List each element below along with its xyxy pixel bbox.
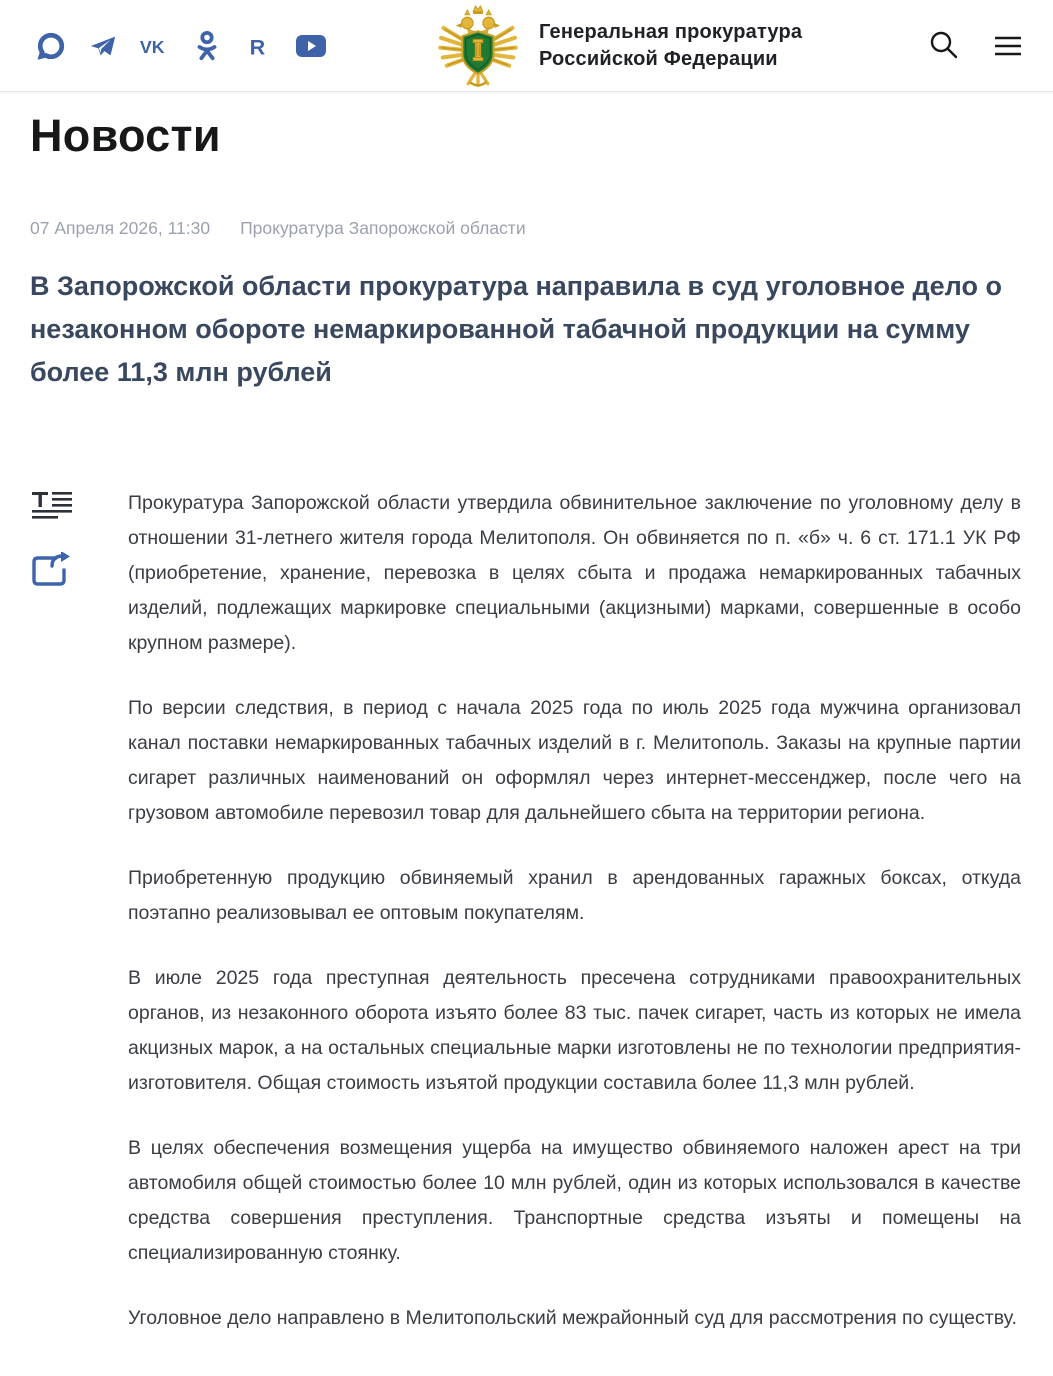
- search-icon[interactable]: [927, 29, 961, 63]
- article-paragraph: По версии следствия, в период с начала 2025 года по июль 2025 года мужчина организовал канал поставки немаркированных табачных изделий в г. Мелитополь. Заказы на крупные партии сигарет различных наименований он оформлял через интернет-мессенджер, после чего на грузовом автомобиле перевозил товар для дальнейшего сбыта на территории региона.: [128, 697, 1021, 824]
- main-content: [0, 92, 1053, 1376]
- youtube-icon[interactable]: [295, 30, 327, 62]
- odnoklassniki-icon[interactable]: [191, 30, 223, 62]
- article-text: [128, 486, 1021, 1336]
- article-body: [30, 486, 1021, 1336]
- header-actions: [927, 29, 1023, 63]
- article-tools: [30, 486, 128, 1336]
- share-icon[interactable]: [30, 552, 76, 592]
- prosecutor-emblem-icon: [437, 3, 519, 89]
- site-brand[interactable]: [437, 3, 802, 89]
- article-date: 07 Апреля 2026, 11:30: [30, 218, 211, 238]
- site-header: [0, 0, 1053, 92]
- text-size-icon[interactable]: [30, 490, 76, 530]
- social-links: [35, 30, 327, 62]
- article-source-link[interactable]: Прокуратура Запорожской области: [240, 218, 526, 238]
- article-headline: В Запорожской области прокуратура направила в суд уголовное дело о незаконном обороте немаркированной табачной продукции на сумму более 11,3 млн рублей: [30, 271, 1002, 387]
- article-paragraph: В целях обеспечения возмещения ущерба на имущество обвиняемого наложен арест на три автомобиля общей стоимостью более 10 млн рублей, один из которых использовался в качестве средства совершения преступления. Транспортные средства изъяты и помещены на специализированную стоянку.: [128, 1137, 1021, 1264]
- article-paragraph: В июле 2025 года преступная деятельность пресечена сотрудниками правоохранительных органов, из незаконного оборота изъято более 83 тыс. пачек сигарет, часть из которых не имела акцизных марок, а на остальных специальные марки изготовлены не по технологии предприятия-изготовителя. Общая стоимость изъятой продукции составила более 11,3 млн рублей.: [128, 967, 1021, 1094]
- page-title: Новости: [30, 110, 221, 161]
- site-title-line2: Российской Федерации: [539, 47, 778, 70]
- rutube-icon[interactable]: [243, 30, 275, 62]
- article-paragraph: Приобретенную продукцию обвиняемый хранил в арендованных гаражных боксах, откуда поэтапно реализовывал ее оптовым покупателям.: [128, 867, 1021, 924]
- telegram-icon[interactable]: [87, 30, 119, 62]
- site-title-line1: Генеральная прокуратура: [539, 20, 803, 43]
- svg-text:R: R: [249, 33, 266, 59]
- article-meta: [30, 218, 1021, 239]
- article-paragraph: Прокуратура Запорожской области утвердила обвинительное заключение по уголовному делу в отношении 31-летнего жителя города Мелитополя. Он обвиняется по п. «б» ч. 6 ст. 171.1 УК РФ (приобретение, хранение, перевозка в целях сбыта и продажа немаркированных табачных изделий, подлежащих маркировке специальными (акцизными) марками, совершенные в особо крупном размере).: [128, 492, 1021, 654]
- article-paragraph: Уголовное дело направлено в Мелитопольский межрайонный суд для рассмотрения по существу.: [128, 1307, 1017, 1329]
- site-title: [539, 19, 802, 73]
- messenger-chat-icon[interactable]: [35, 30, 67, 62]
- svg-text:VK: VK: [139, 36, 165, 57]
- vk-icon[interactable]: [139, 30, 171, 62]
- menu-hamburger-icon[interactable]: [993, 33, 1023, 59]
